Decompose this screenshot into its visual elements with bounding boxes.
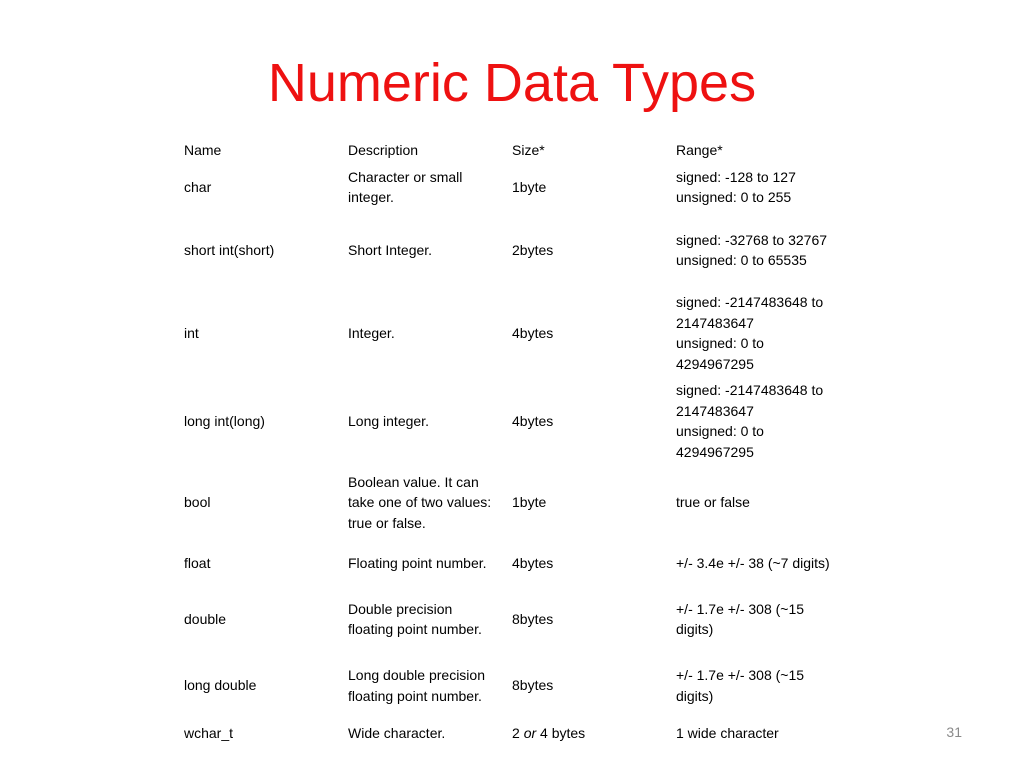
table-row [178, 166, 838, 208]
table-row [178, 722, 838, 744]
type-name: long int(long) [184, 412, 265, 429]
type-description: Double precision floating point number. [348, 600, 482, 637]
type-size: 1byte [512, 178, 547, 195]
size-after: 4 bytes [536, 724, 586, 741]
table-row [178, 292, 838, 374]
type-name: double [184, 610, 227, 627]
type-name: bool [184, 494, 211, 511]
type-range: +/- 3.4e +/- 38 (~7 digits) [676, 554, 830, 571]
type-range: signed: -32768 to 32767 unsigned: 0 to 65535 [676, 231, 828, 268]
type-range: 1 wide character [676, 724, 779, 741]
page-number: 31 [946, 724, 962, 740]
type-description: Short Integer. [348, 241, 433, 258]
type-size: 8bytes [512, 677, 554, 694]
table-row [178, 374, 838, 468]
numeric-data-types-table [178, 134, 838, 744]
table-row [178, 537, 838, 589]
type-name: long double [184, 677, 257, 694]
size-emphasis: or [523, 724, 537, 741]
slide-title: Numeric Data Types [267, 53, 757, 113]
type-size: 2bytes [512, 241, 554, 258]
type-description: Wide character. [348, 724, 446, 741]
header-name: Name [184, 141, 222, 158]
table-row [178, 649, 838, 722]
table-header-row [178, 134, 838, 166]
type-description: Floating point number. [348, 554, 487, 571]
type-size: 1byte [512, 494, 547, 511]
type-range: +/- 1.7e +/- 308 (~15 digits) [676, 667, 805, 704]
type-size: 8bytes [512, 610, 554, 627]
size-before: 2 [512, 724, 524, 741]
type-name: float [184, 554, 211, 571]
type-size: 4bytes [512, 324, 554, 341]
type-range: +/- 1.7e +/- 308 (~15 digits) [676, 600, 805, 637]
table-row [178, 208, 838, 292]
type-range: signed: -2147483648 to 2147483647 unsigned: 0 to 4294967295 [676, 294, 824, 372]
header-range: Range* [676, 141, 723, 158]
type-range: signed: -2147483648 to 2147483647 unsigned: 0 to 4294967295 [676, 382, 824, 460]
type-size: 4bytes [512, 554, 554, 571]
type-range: true or false [676, 494, 750, 511]
type-description: Character or small integer. [348, 168, 463, 205]
type-name: short int(short) [184, 241, 275, 258]
type-description: Long double precision floating point number. [348, 667, 485, 704]
type-name: wchar_t [184, 724, 234, 741]
header-size: Size* [512, 141, 545, 158]
type-size: 4bytes [512, 412, 554, 429]
type-name: char [184, 178, 212, 195]
type-name: int [184, 324, 199, 341]
type-description: Boolean value. It can take one of two values: true or false. [348, 473, 492, 531]
table-row [178, 589, 838, 649]
type-description: Integer. [348, 324, 395, 341]
type-description: Long integer. [348, 412, 429, 429]
table-row [178, 468, 838, 537]
type-range: signed: -128 to 127 unsigned: 0 to 255 [676, 168, 796, 205]
header-description: Description [348, 141, 419, 158]
type-size [506, 722, 670, 744]
